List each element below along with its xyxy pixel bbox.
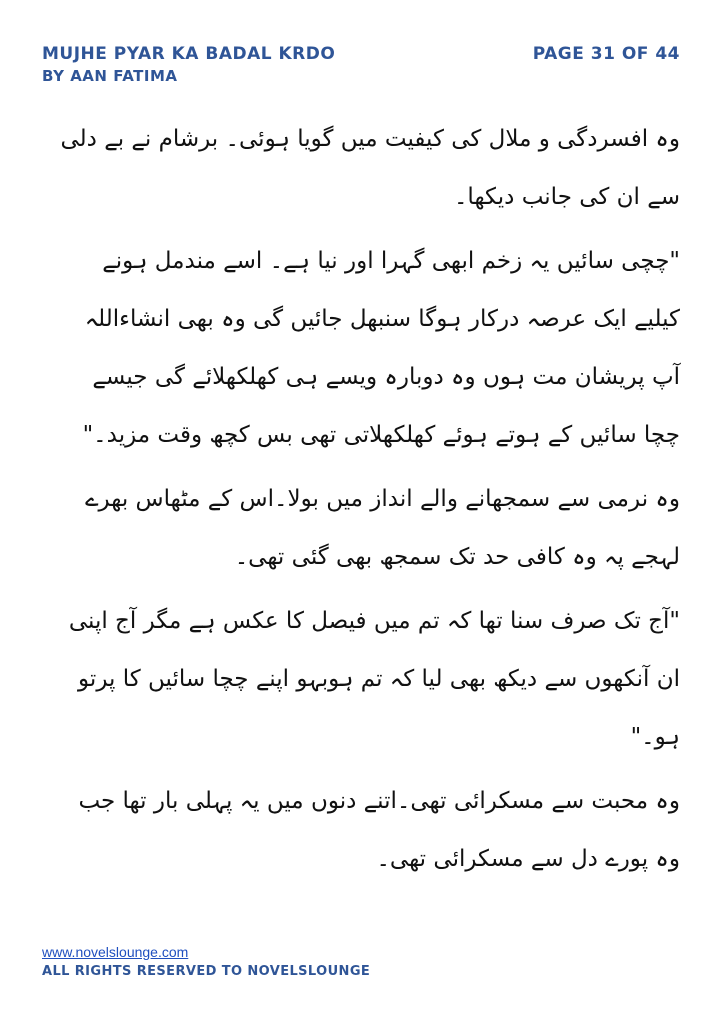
page-header xyxy=(42,44,680,90)
novel-body xyxy=(60,110,680,894)
page-number: PAGE 31 OF 44 xyxy=(532,44,680,64)
paragraph: "چچی سائیں یہ زخم ابھی گہرا اور نیا ہے۔ اسے مندمل ہونے کیلیے ایک عرصہ درکار ہوگا سنبھل جائیں گی وہ بھی انشاءاللہ آپ پریشان مت ہوں وہ دوبارہ ویسے ہی کھلکھلائے گی جیسے چچا سائیں کے ہوتے ہوئے کھلکھلاتی تھی بس کچھ وقت مزید۔" xyxy=(82,248,680,448)
novel-title: MUJHE PYAR KA BADAL KRDO xyxy=(42,44,336,64)
paragraph: "آج تک صرف سنا تھا کہ تم میں فیصل کا عکس ہے مگر آج اپنی ان آنکھوں سے دیکھ بھی لیا کہ تم ہوبہو اپنے چچا سائیں کا پرتو ہو۔" xyxy=(68,608,680,750)
paragraph: وہ افسردگی و ملال کی کیفیت میں گویا ہوئی۔ برشام نے بے دلی سے ان کی جانب دیکھا۔ xyxy=(60,126,680,210)
paragraph: وہ محبت سے مسکرائی تھی۔اتنے دنوں میں یہ پہلی بار تھا جب وہ پورے دل سے مسکرائی تھی۔ xyxy=(78,788,680,872)
website-link[interactable]: www.novelslounge.com xyxy=(42,944,189,960)
page-footer xyxy=(42,944,370,979)
paragraph: وہ نرمی سے سمجھانے والے انداز میں بولا۔اس کے مٹھاس بھرے لہجے پہ وہ کافی حد تک سمجھ بھی گئی تھی۔ xyxy=(85,486,680,570)
rights-notice: ALL RIGHTS RESERVED TO NOVELSLOUNGE xyxy=(42,964,371,979)
author-name: BY AAN FATIMA xyxy=(42,67,178,85)
